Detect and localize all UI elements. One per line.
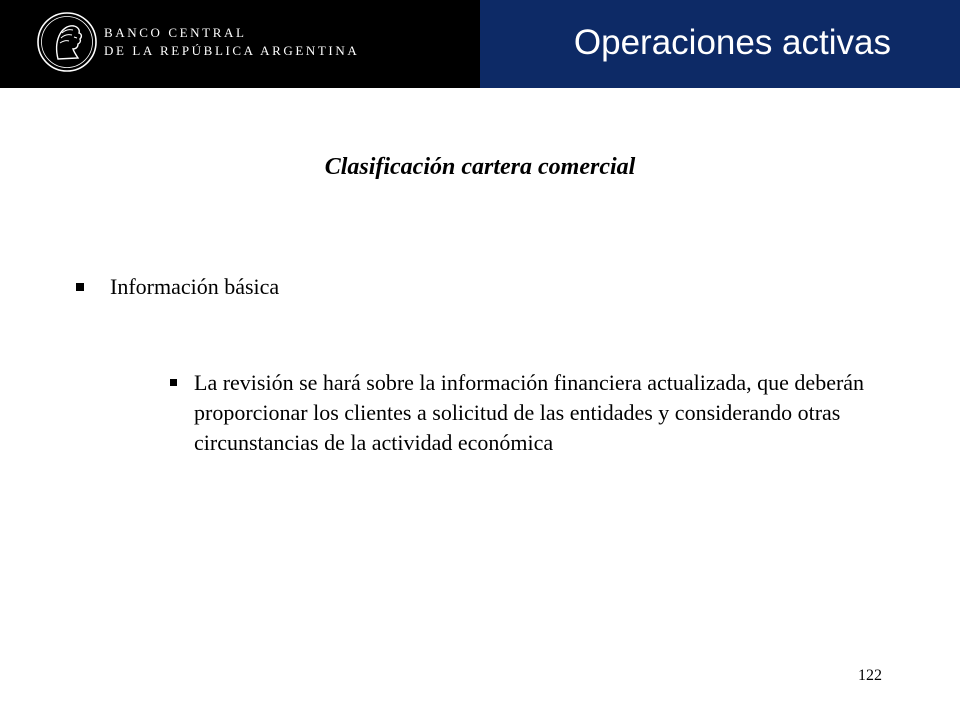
square-bullet-icon: [76, 283, 84, 291]
bcra-seal-icon: [36, 11, 98, 73]
header-logo-band: [0, 0, 480, 88]
page-number: 122: [858, 667, 882, 684]
bank-name-line1: BANCO CENTRAL: [104, 25, 247, 40]
header-title: Operaciones activas: [573, 23, 891, 62]
header-title-band: [480, 0, 960, 88]
slide-title: Clasificación cartera comercial: [324, 154, 636, 180]
bank-name-line2: DE LA REPÚBLICA ARGENTINA: [104, 43, 360, 58]
bullet-item-level1: [76, 273, 279, 301]
bullet-text: Información básica: [110, 274, 280, 299]
square-bullet-icon: [170, 379, 177, 386]
slide-header: [0, 0, 960, 88]
bank-name: [104, 24, 359, 60]
bullet-text: La revisión se hará sobre la información financiera actualizada, que deberán proporcionar los clientes a solicitud de las entidades y considerando otras circunstancias de la actividad económica: [194, 370, 865, 455]
bullet-item-level2: [170, 368, 890, 458]
